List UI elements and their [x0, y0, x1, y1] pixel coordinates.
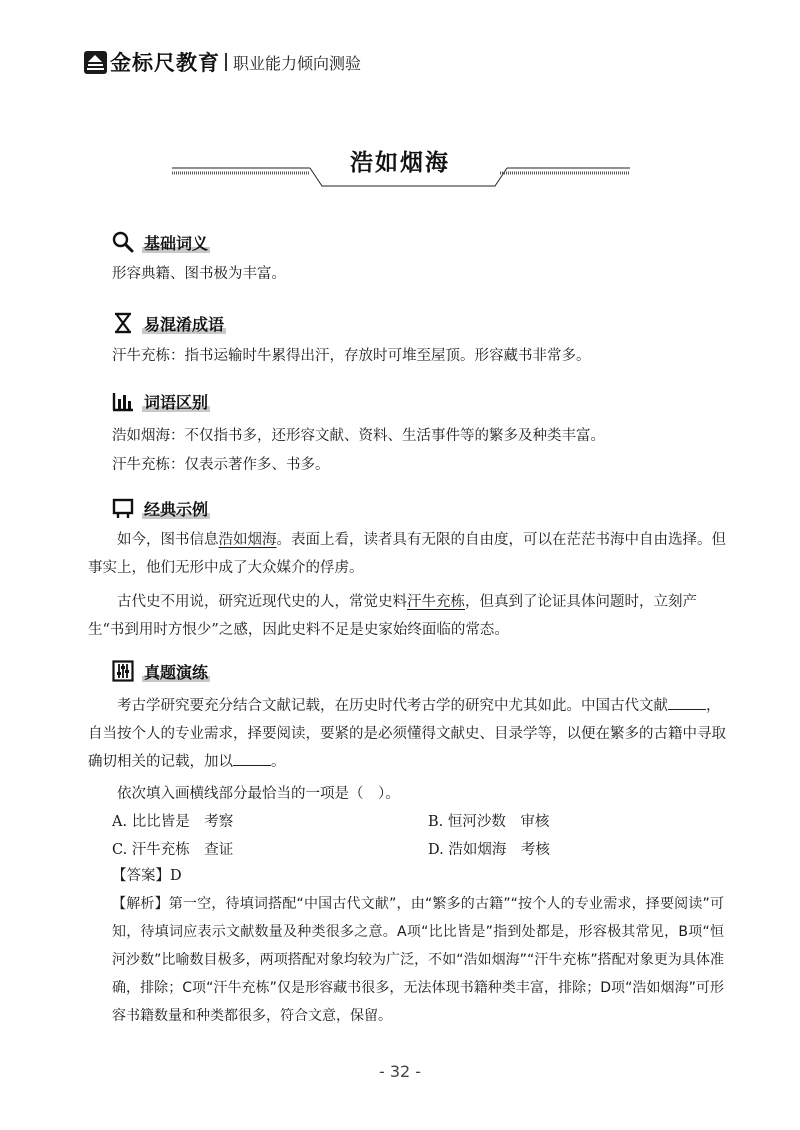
header-divider	[225, 53, 227, 71]
page-header	[84, 48, 361, 76]
logo-icon	[84, 51, 107, 74]
option-a: A. 比比皆是 考察	[112, 814, 234, 830]
question-stem: 考古学研究要充分结合文献记载，在历史时代考古学的研究中尤其如此。中国古代文献 ，自当按个人的专业需求，择要阅读，要紧的是必须懂得文献史、目录学等，以便在繁多的古籍中寻取确切相关的记载，加以 。	[88, 692, 728, 776]
subject-name: 职业能力倾向测验	[233, 53, 362, 73]
highlight-term: 汗牛充栋	[407, 594, 465, 610]
magnifier-icon	[112, 231, 134, 253]
screen-icon	[112, 497, 134, 519]
section-practice-heading	[112, 658, 210, 684]
option-b: B. 恒河沙数 审核	[428, 814, 550, 830]
answer-blank	[233, 751, 271, 766]
section-distinction-heading	[112, 388, 210, 414]
answer-blank	[668, 695, 706, 710]
brand-name: 金标尺教育	[110, 51, 220, 75]
section-basic-label: 基础词义	[142, 231, 210, 254]
example-paragraph-1: 如今，图书信息浩如烟海。表面上看，读者具有无限的自由度，可以在茫茫书海中自由选择。但事实上，他们无形中成了大众媒介的俘虏。	[88, 532, 726, 576]
confusable-text: 汗牛充栋：指书运输时牛累得出汗，存放时可堆至屋顶。形容藏书非常多。	[112, 348, 591, 364]
section-distinction-label: 词语区别	[142, 390, 210, 413]
section-confusable-label: 易混淆成语	[142, 312, 226, 335]
basic-meaning-text: 形容典籍、图书极为丰富。	[112, 266, 286, 282]
option-c: C. 汗牛充栋 查证	[112, 842, 234, 858]
page-number: - 32 -	[378, 1062, 422, 1081]
page-title: 浩如烟海	[350, 150, 450, 176]
section-examples-label: 经典示例	[142, 497, 210, 520]
analysis-text: 【解析】第一空，待填词搭配“中国古代文献”，由“繁多的古籍”“按个人的专业需求，择要阅读”可知，待填词应表示文献数量及种类很多之意。A项“比比皆是”指到处都是，形容极其常见，B项“恒河沙数”比喻数目极多，两项搭配对象均较为广泛，不如“浩如烟海”“汗牛充栋”搭配对象更为具体准确，排除；C项“汗牛充栋”仅是形容藏书很多，无法体现书籍种类丰富，排除；D项“浩如烟海”可形容书籍数量和种类都很多，符合文意，保留。	[112, 896, 724, 1024]
section-basic-heading	[112, 229, 210, 255]
section-confusable-heading	[112, 310, 226, 336]
hourglass-icon	[112, 312, 134, 334]
highlight-term: 浩如烟海	[218, 532, 277, 548]
sliders-icon	[112, 660, 134, 682]
example-paragraph-2: 古代史不用说，研究近现代史的人，常觉史料汗牛充栋，但真到了论证具体问题时，立刻产生“书到用时方恨少”之感，因此史料不足是史家始终面临的常态。	[88, 594, 697, 638]
distinction-line-2: 汗牛充栋：仅表示著作多、书多。	[112, 457, 330, 473]
section-examples-heading	[112, 495, 210, 521]
bar-chart-icon	[112, 390, 134, 412]
distinction-line-1: 浩如烟海：不仅指书多，还形容文献、资料、生活事件等的繁多及种类丰富。	[112, 428, 605, 444]
section-practice-label: 真题演练	[142, 660, 210, 683]
question-prompt: 依次填入画横线部分最恰当的一项是（ ）。	[117, 786, 400, 802]
option-d: D. 浩如烟海 考核	[428, 842, 550, 858]
answer-line: 【答案】D	[112, 868, 182, 884]
